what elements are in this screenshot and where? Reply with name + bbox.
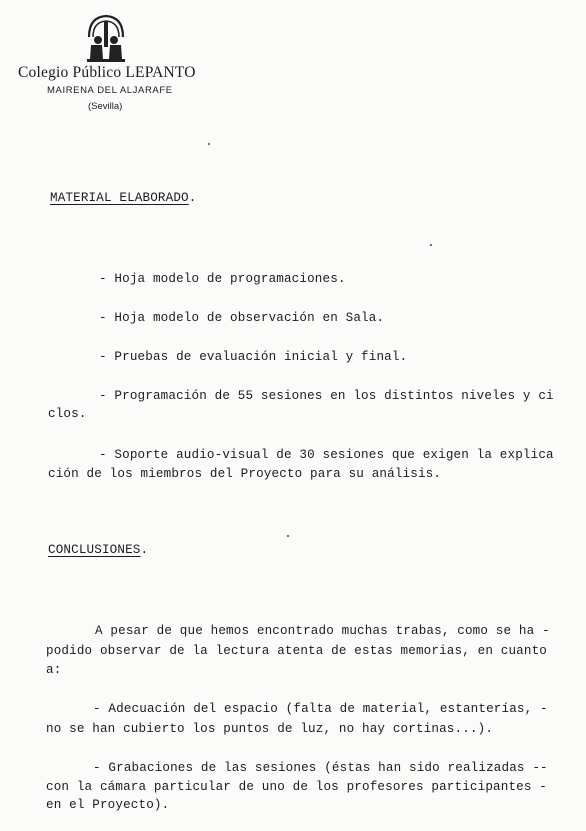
list-item: - Grabaciones de las sesiones (éstas han sido realizadas -- [93, 761, 548, 775]
paragraph-line: a: [46, 663, 62, 677]
list-item-continuation: en el Proyecto). [46, 798, 170, 812]
list-item: - Soporte audio-visual de 30 sesiones que exigen la explica [99, 448, 554, 462]
list-item-continuation: no se han cubierto los puntos de luz, no hay cortinas...). [46, 722, 494, 736]
shield-emblem-icon [83, 13, 129, 63]
heading-period: . [140, 543, 149, 557]
paragraph-line: podido observar de la lectura atenta de estas memorias, en cuanto [46, 644, 547, 658]
scan-speck [208, 143, 210, 145]
school-name: Colegio Público LEPANTO [18, 64, 196, 81]
list-item: - Hoja modelo de programaciones. [99, 272, 346, 286]
list-item-continuation: con la cámara particular de uno de los profesores participantes - [46, 780, 547, 794]
heading-period: . [188, 191, 197, 205]
section-heading-material [50, 191, 196, 205]
paragraph-line: A pesar de que hemos encontrado muchas trabas, como se ha - [95, 624, 550, 638]
list-item-continuation: clos. [48, 407, 87, 421]
list-item: - Programación de 55 sesiones en los distintos niveles y ci [99, 389, 554, 403]
province-name: (Sevilla) [88, 101, 123, 112]
town-name: MAIRENA DEL ALJARAFE [47, 85, 173, 96]
list-item: - Hoja modelo de observación en Sala. [99, 311, 385, 325]
list-item: - Pruebas de evaluación inicial y final. [99, 350, 408, 364]
heading-text: MATERIAL ELABORADO [50, 191, 189, 205]
section-heading-conclusiones [48, 543, 148, 557]
scan-speck [287, 535, 289, 537]
heading-text: CONCLUSIONES [48, 543, 141, 557]
list-item: - Adecuación del espacio (falta de material, estanterías, - [93, 702, 548, 716]
scan-speck [430, 244, 432, 246]
list-item-continuation: ción de los miembros del Proyecto para su análisis. [48, 467, 442, 481]
